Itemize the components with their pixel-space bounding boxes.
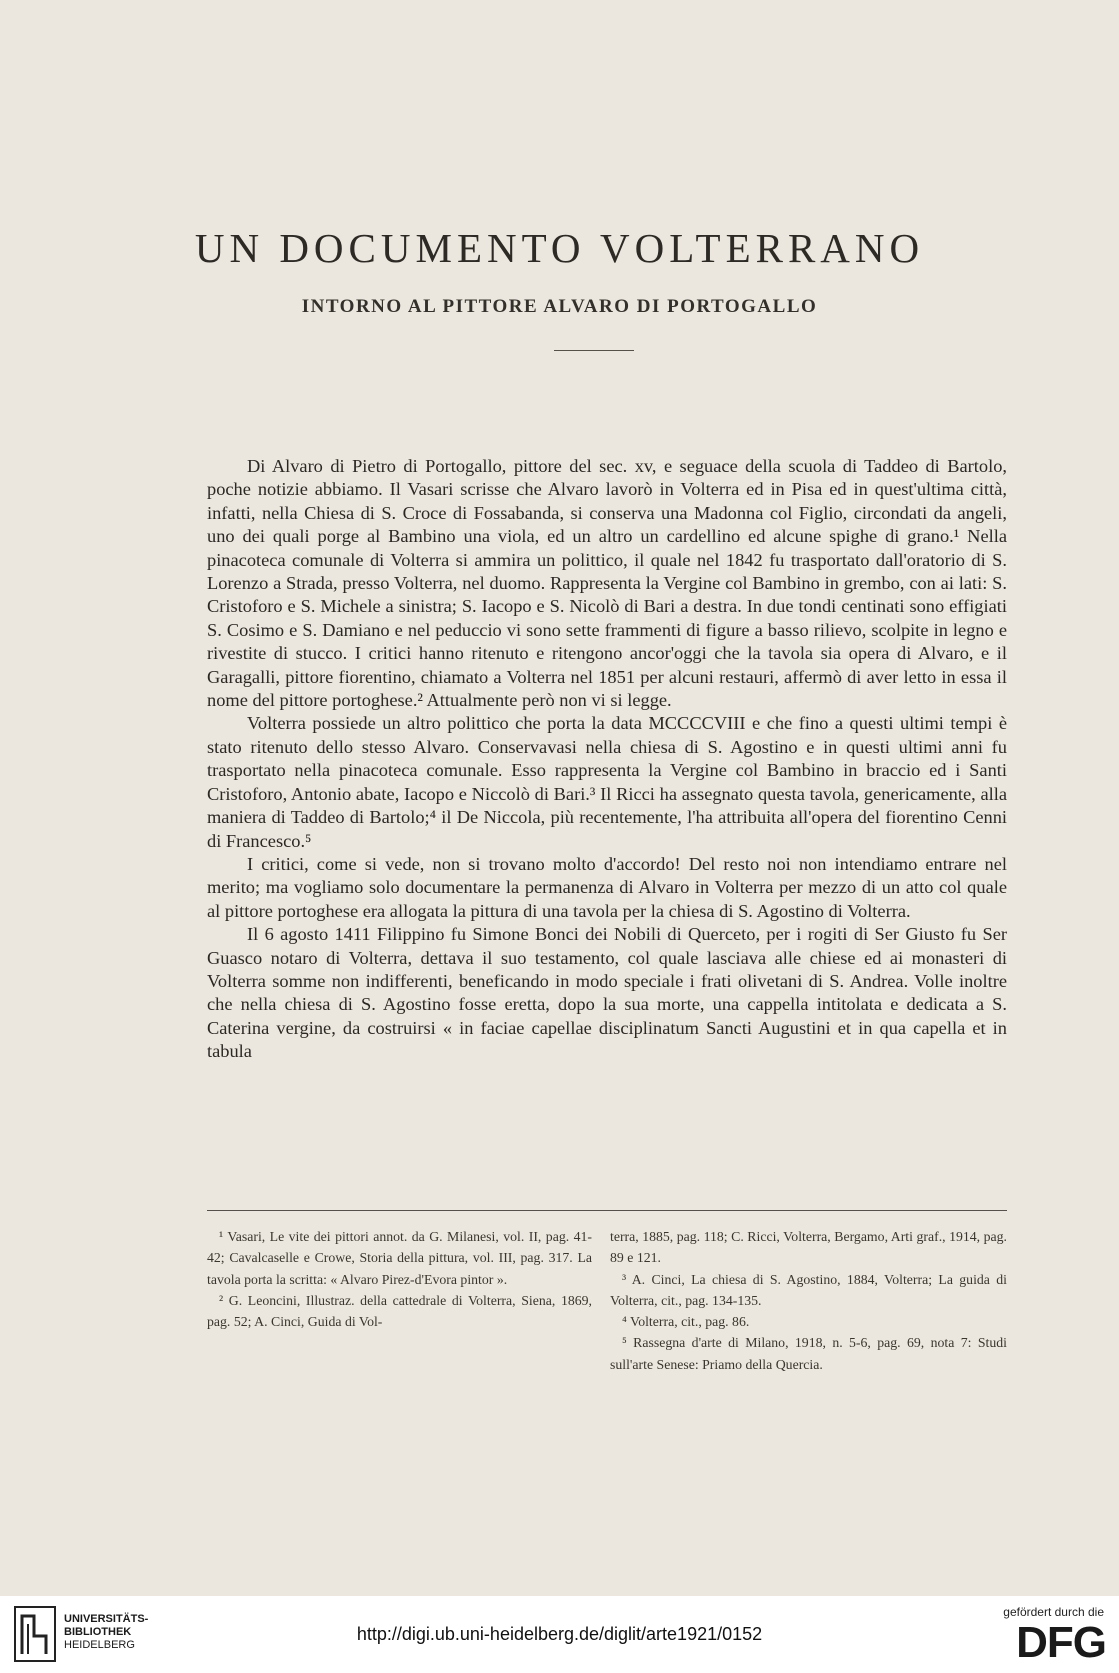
- footnote: ¹ Vasari, Le vite dei pittori annot. da G. Milanesi, vol. II, pag. 41-42; Cavalcaselle e Crowe, Storia della pittura, vol. III, pag. 317. La tavola porta la scritta: « Alvaro Pirez-d'Evora pintor ».: [207, 1229, 592, 1287]
- university-library-name: UNIVERSITÄTS- BIBLIOTHEK HEIDELBERG: [64, 1613, 149, 1651]
- article-title: UN DOCUMENTO VOLTERRANO: [194, 225, 925, 271]
- title-divider: [554, 350, 634, 351]
- paragraph: Il 6 agosto 1411 Filippino fu Simone Bonci dei Nobili di Querceto, per i rogiti di Ser Giusto fu Ser Guasco notaro di Volterra, dettava il suo testamento, col quale lasciava alle chiese ed ai monasteri di Volterra somme non indifferenti, beneficando in modo speciale i frati olivetani di S. Andrea. Volle inoltre che nella chiesa di S. Agostino fosse eretta, dopo la sua morte, una cappella intitolata e dedicata a S. Caterina vergine, da costruirsi « in faciae capellae disciplinatum Sancti Augustini et in qua capella et in tabula: [207, 924, 1007, 1062]
- footnote: ³ A. Cinci, La chiesa di S. Agostino, 1884, Volterra; La guida di Volterra, cit., pag. 134-135.: [610, 1271, 1007, 1308]
- dfg-logo[interactable]: DFG: [1016, 1618, 1106, 1667]
- paragraph: I critici, come si vede, non si trovano molto d'accordo! Del resto noi non intendiamo entrare nel merito; ma vogliamo solo documentare la permanenza di Alvaro in Volterra per mezzo di un atto col quale al pittore portoghese era allogata la pittura di una tavola per la chiesa di S. Agostino di Volterra.: [207, 853, 1007, 921]
- article-subtitle: INTORNO AL PITTORE ALVARO DI PORTOGALLO: [301, 296, 818, 317]
- footnotes-right-column: [610, 1226, 1007, 1375]
- article-body: [207, 455, 1007, 1064]
- footnote: terra, 1885, pag. 118; C. Ricci, Volterra, Bergamo, Arti graf., 1914, pag. 89 e 121.: [610, 1229, 1007, 1266]
- permalink-url[interactable]: http://digi.ub.uni-heidelberg.de/diglit/arte1921/0152: [356, 1624, 763, 1644]
- footnote: ⁵ Rassegna d'arte di Milano, 1918, n. 5-6, pag. 69, nota 7: Studi sull'arte Senese: Priamo della Quercia.: [610, 1335, 1007, 1372]
- sponsor-caption: gefördert durch die: [1003, 1605, 1104, 1619]
- footnotes-left-column: [207, 1226, 592, 1332]
- footnote: ² G. Leoncini, Illustraz. della cattedrale di Volterra, Siena, 1869, pag. 52; A. Cinci, Guida di Vol-: [207, 1292, 592, 1330]
- paragraph: Volterra possiede un altro polittico che porta la data MCCCCVIII e che fino a questi ultimi tempi è stato ritenuto dello stesso Alvaro. Conservavasi nella chiesa di S. Agostino e in questi ultimi anni fu trasportato nella pinacoteca comunale. Esso rappresenta la Vergine col Bambino in braccio ed i Santi Cristoforo, Antonio abate, Iacopo e Niccolò di Bari.³ Il Ricci ha assegnato questa tavola, genericamente, alla maniera di Taddeo di Bartolo;⁴ il De Niccola, più recentemente, l'ha attribuita all'opera del fiorentino Cenni di Francesco.⁵: [207, 713, 1007, 851]
- paragraph: Di Alvaro di Pietro di Portogallo, pittore del sec. xv, e seguace della scuola di Taddeo di Bartolo, poche notizie abbiamo. Il Vasari scrisse che Alvaro lavorò in Volterra ed in Pisa ed in quest'ultima città, infatti, nella Chiesa di S. Croce di Fossabanda, si conserva una Madonna col Figlio, circondati da angeli, uno dei quali porge al Bambino una viola, ed un altro un cardellino ed alcune spighe di grano.¹ Nella pinacoteca comunale di Volterra si ammira un polittico, il quale nel 1842 fu trasportato dall'oratorio di S. Lorenzo a Strada, presso Volterra, nel duomo. Rappresenta la Vergine col Bambino in grembo, con ai lati: S. Cristoforo e S. Michele a sinistra; S. Iacopo e S. Nicolò di Bari a destra. In due tondi centinati sono effigiati S. Cosimo e S. Damiano e nel peduccio vi sono sette frammenti di figure a basso rilievo, scolpite in legno e rivestite di stucco. I critici hanno ritenuto e ritengono ancor'oggi che la tavola sia opera di Alvaro, e il Garagalli, pittore fiorentino, chiamato a Volterra nel 1851 per alcuni restauri, affermò di aver letto in essa il nome del pittore portoghese.² Attualmente però non vi si legge.: [207, 456, 1007, 711]
- footnote-divider: [207, 1210, 1007, 1211]
- viewer-footer: [0, 1596, 1119, 1673]
- footnote: ⁴ Volterra, cit., pag. 86.: [622, 1314, 750, 1330]
